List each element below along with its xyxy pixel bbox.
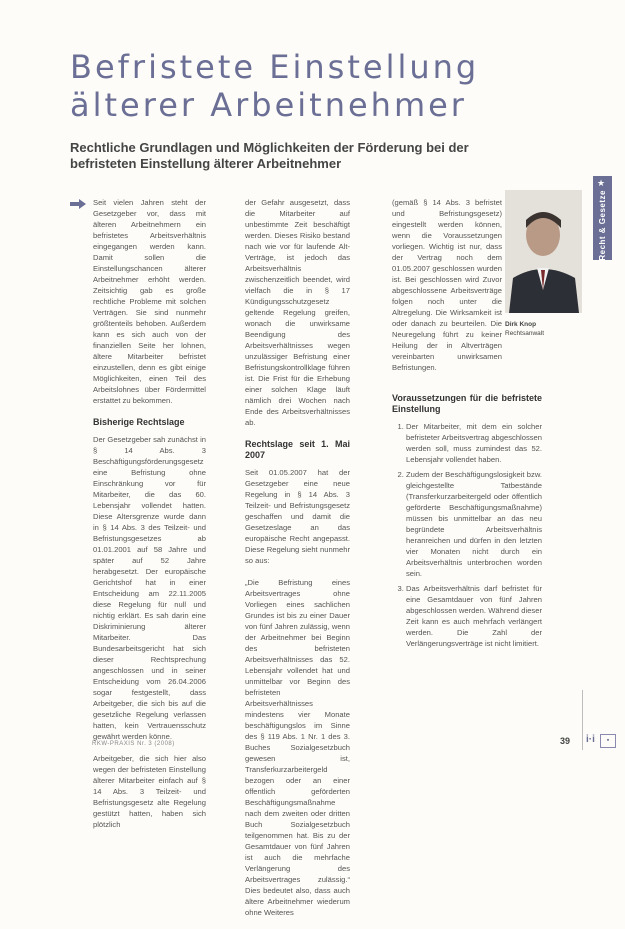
paragraph: der Gefahr ausgesetzt, dass die Mitarbeiter auf unbestimmte Zeit beschäftigt werden. Dieses Risiko bestand nach wie vor für laufende Alt-Verträge, ist jedoch das Arbeitsverhältnis zwischenzeitlich beendet, wird vielfach die in § 17 Kündigungsschutzgesetz geltende Regelung greifen, wonach die unwirksame Beendigung des Arbeitsverhältnisses wegen unzulässiger Befristung einer Befristungskontrollklage führen ist. Die Frist für die Erhebung einer solchen Klage läuft nämlich drei Wochen nach Ende des Arbeitsverhältnisses ab. bbox=[245, 198, 350, 427]
publisher-logo-icon: i·i bbox=[586, 734, 595, 745]
arrow-icon bbox=[70, 199, 86, 209]
article-title bbox=[70, 48, 540, 124]
quote-paragraph: „Die Befristung eines Arbeitsvertrages ohne Vorliegen eines sachlichen Grundes ist bis zu einer Dauer von fünf Jahren zulässig, wenn der Arbeitnehmer bei Beginn des befristeten Arbeitsverhältnisses das 52. Lebensjahr vollendet hat und unmittelbar vor Beginn des befristeten Arbeitsverhältnisses mindestens vier Monate beschäftigungslos im Sinne des § 119 Abs. 1 Nr. 1 des 3. Buches Sozialgesetzbuch gewesen ist, Transferkurzarbeitergeld bezogen oder an einer öffentlich geförderten Beschäftigungsmaßnahme nach dem zweiten oder dritten Buch Sozialgesetzbuch teilgenommen hat. Bis zu der Gesamtdauer von fünf Jahren ist auch die mehrfache Verlängerung des Arbeitsvertrages zulässig.“ Dies bedeutet also, dass auch ältere Arbeitnehmer wiederum ohne Weiteres bbox=[245, 578, 350, 917]
star-icon: ★ bbox=[597, 178, 606, 188]
paragraph: Arbeitgeber, die sich hier also wegen der befristeten Einstellung älterer Mitarbeiter einfach auf § 14 Abs. 3 Teilzeit- und Befristungsgesetz alte Regelung gestützt hatten, haben sich plötzlich bbox=[93, 754, 206, 829]
heading-rechtslage-2007: Rechtslage seit 1. Mai 2007 bbox=[245, 439, 350, 460]
heading-voraussetzungen: Voraussetzungen für die befristete Einstellung bbox=[392, 393, 542, 414]
column-3 bbox=[392, 197, 542, 653]
article-subtitle: Rechtliche Grundlagen und Möglichkeiten der Förderung bei der befristeten Einstellung älterer Arbeitnehmer bbox=[70, 140, 469, 171]
requirements-list bbox=[392, 421, 542, 649]
title-line-2: älterer Arbeitnehmer bbox=[70, 86, 467, 124]
intro-paragraph: Seit vielen Jahren steht der Gesetzgeber vor, dass mit älteren Arbeitnehmern ein befristetes Arbeitsverhältnis eingegangen werden kann. Damit sollen die Einstellungschancen älterer Arbeitnehmer erhöht werden. Zeitsichtig gab es große rechtliche Probleme mit solchen Verträgen. Sie sind nunmehr größtenteils behoben. Außerdem kann es sich auch von der finanziellen Seite her lohnen, ältere Mitarbeiter befristet einzustellen, denn es gibt einige Möglichkeiten, einen Teil des Arbeitslohnes über Fördermittel erstattet zu bekommen. bbox=[93, 198, 206, 405]
page-number: 39 bbox=[560, 736, 571, 746]
list-item: 3. Das Arbeitsverhältnis darf befristet für eine Gesamtdauer von fünf Jahren abgeschlossen werden. Während dieser Zeit kann es auch mehrfach verlängert werden. Die Zahl der Verlängerungsverträge ist nicht limitiert. bbox=[406, 583, 542, 649]
corner-mark-icon: ▪ bbox=[600, 734, 616, 748]
author-role: Rechtsanwalt bbox=[505, 330, 545, 337]
paragraph: Seit 01.05.2007 hat der Gesetzgeber eine neue Regelung in § 14 Abs. 3 Teilzeit- und Befristungsgesetz geschaffen und damit die Gesetzeslage an das europäische Recht angepasst. Diese Regelung sieht nunmehr so aus: bbox=[245, 468, 350, 565]
author-name: Dirk Knop bbox=[505, 321, 537, 328]
divider bbox=[582, 690, 583, 750]
list-item: 2. Zudem der Beschäftigungslosigkeit bzw. gleichgestellte Tatbestände (Transferkurzarbeitergeld oder öffentlich geförderte Beschäftigungsmaßnahme) müssen bis unmittelbar an das neu begründete Arbeitsverhältnis heranreichen und dürfen in den letzten vier Monaten nicht durch ein Arbeitsverhältnis unterbrochen worden sein. bbox=[406, 469, 542, 579]
column-2 bbox=[245, 197, 350, 929]
paragraph: (gemäß § 14 Abs. 3 befristet und Befristungsgesetz) eingestellt werden können, wenn die Voraussetzungen vorliegen. Wichtig ist nur, dass der Vertrag noch dem 01.05.2007 geschlossen wurden ist. Bei geschlossen wird Zuvor abgeschlossene Arbeitsverträge folgen noch unter die Altregelung. Die Wirksamkeit ist oder danach zu beurteilen. Die Neuregelung führt zu keiner Heilung der in Altverträgen vereinbarten unwirksamen Befristungen. bbox=[392, 198, 502, 372]
list-item: 1. Der Mitarbeiter, mit dem ein solcher befristeter Arbeitsvertrag abgeschlossen werden soll, muss zumindest das 52. Lebensjahr vollendet haben. bbox=[406, 421, 542, 465]
title-line-1: Befristete Einstellung bbox=[70, 48, 480, 86]
paragraph: Der Gesetzgeber sah zunächst in § 14 Abs. 3 Beschäftigungsförderungsgesetz eine Befristung ohne Einschränkung vor für Mitarbeiter, die das 60. Lebensjahr vollendet hatten. Diese Altersgrenze wurde dann in § 14 Abs. 3 des Teilzeit- und Befristungsgesetzes ab 01.01.2001 auf 58 Jahre und später auf 52 Jahre herabgesetzt. Der europäische Gerichtshof hat in einer Entscheidung am 22.11.2005 diese Regelung für null und nichtig erklärt. Es sah darin eine Diskriminierung älterer Mitarbeiter. Das Bundesarbeitsgericht hat sich dieser Rechtsprechung angeschlossen und in seiner Entscheidung vom 26.04.2006 sogar festgestellt, dass Arbeitgeber, die sich bis auf die gesetzliche Regelung verlassen hatten, kein Vertrauensschutz gewährt werden könne. bbox=[93, 435, 206, 741]
section-tab-label: Recht & Gesetze bbox=[598, 190, 607, 261]
footer-publication: RKW-PRAXIS Nr. 3 (2008) bbox=[92, 741, 175, 747]
heading-bisherige-rechtslage: Bisherige Rechtslage bbox=[93, 417, 185, 427]
